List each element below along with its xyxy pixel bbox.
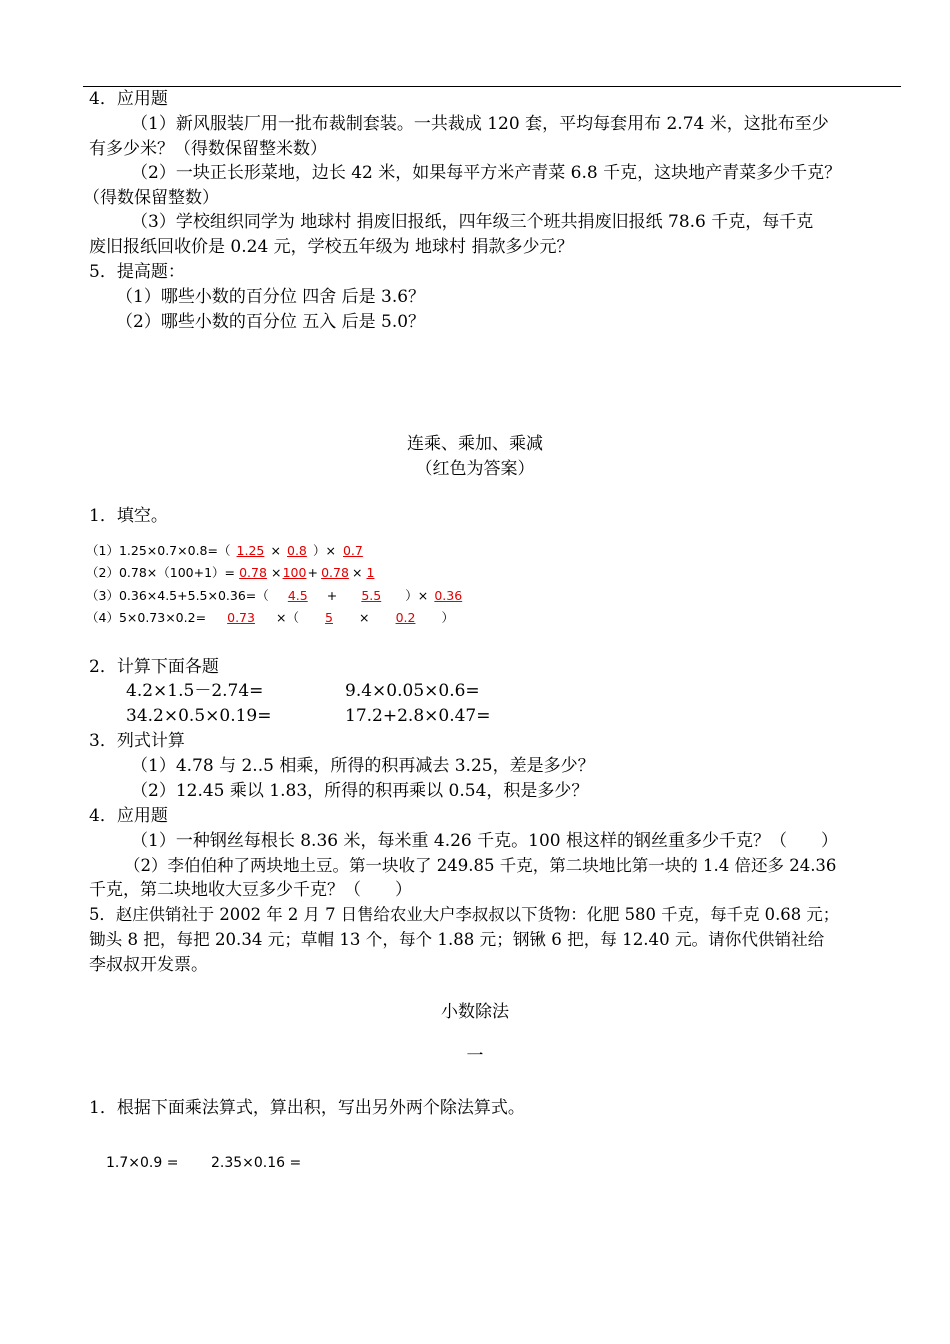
answer: 0.8 bbox=[287, 543, 307, 558]
q4-2-line2: （得数保留整数） bbox=[83, 188, 219, 208]
q4-heading: 4．应用题 bbox=[89, 89, 168, 109]
expr-heading: 3．列式计算 bbox=[89, 731, 185, 751]
calc-heading: 2．计算下面各题 bbox=[89, 657, 219, 677]
calc-4: 17.2+2.8×0.47= bbox=[345, 706, 491, 726]
q4-1-line1: （1）新风服装厂用一批布裁制套装。一共裁成 120 套，平均每套用布 2.74 米，这批布至少 bbox=[131, 114, 829, 134]
answer: 0.73 bbox=[227, 610, 255, 625]
q5-1: （1）哪些小数的百分位 四舍 后是 3.6？ bbox=[116, 287, 426, 307]
fill-row-1: （1）1.25×0.7×0.8=（ 1.25 × 0.8 ）× 0.7 bbox=[86, 542, 370, 560]
app-1: （1）一种钢丝每根长 8.36 米，每米重 4.26 千克。100 根这样的钢丝重多少千克？（ ） bbox=[131, 831, 838, 851]
expr-2: （2）12.45 乘以 1.83，所得的积再乘以 0.54，积是多少？ bbox=[131, 781, 589, 801]
calc-3: 34.2×0.5×0.19= bbox=[126, 706, 272, 726]
invoice-line3: 李叔叔开发票。 bbox=[89, 955, 208, 975]
q4-3-line2: 废旧报纸回收价是 0.24 元，学校五年级为 地球村 捐款多少元？ bbox=[89, 237, 574, 257]
answer: 5.5 bbox=[361, 588, 382, 603]
calc-1: 4.2×1.5－2.74= bbox=[126, 681, 264, 701]
answer: 1 bbox=[366, 565, 375, 580]
fill-heading: 1．填空。 bbox=[89, 506, 168, 526]
app-2-line2: 千克，第二块地收大豆多少千克？（ ） bbox=[89, 880, 412, 900]
answer: 0.7 bbox=[342, 543, 363, 558]
app-2-line1: （2）李伯伯种了两块地土豆。第一块收了 249.85 千克，第二块地比第一块的 1.4 倍还多 24.36 bbox=[124, 856, 837, 875]
fill-row-4: （4）5×0.73×0.2= 0.73 ×（ 5 × 0.2 ） bbox=[86, 610, 455, 625]
q5-2: （2）哪些小数的百分位 五入 后是 5.0？ bbox=[116, 312, 426, 332]
q4-1-line2: 有多少米？（得数保留整米数） bbox=[89, 139, 327, 159]
answer: 4.5 bbox=[287, 588, 308, 603]
fill-row-2: （2）0.78×（100+1）= 0.78 ×100+ 0.78 × 1 bbox=[86, 564, 378, 582]
mult-expr-1: 1.7×0.9 = bbox=[106, 1155, 179, 1171]
q5-heading: 5．提高题： bbox=[89, 262, 185, 282]
invoice-line2: 锄头 8 把，每把 20.34 元；草帽 13 个，每个 1.88 元；钢锹 6 把，每 12.40 元。请你代供销社给 bbox=[89, 930, 825, 949]
invoice-line1: 5．赵庄供销社于 2002 年 2 月 7 日售给农业大户李叔叔以下货物：化肥 580 千克，每千克 0.68 元； bbox=[89, 905, 840, 924]
mult-expr-2: 2.35×0.16 = bbox=[211, 1155, 302, 1171]
answer: 100 bbox=[282, 565, 307, 580]
section3-title: 小数除法 bbox=[441, 1002, 509, 1022]
answer: 1.25 bbox=[236, 543, 265, 558]
section2-title: 连乘、乘加、乘减 bbox=[407, 434, 543, 454]
q4-3-line1: （3）学校组织同学为 地球村 捐废旧报纸，四年级三个班共捐废旧报纸 78.6 千克，每千克 bbox=[131, 212, 814, 232]
header-rule bbox=[83, 86, 901, 87]
answer: 0.2 bbox=[395, 610, 416, 625]
answer: 0.78 bbox=[239, 565, 267, 580]
app-heading: 4．应用题 bbox=[89, 806, 168, 826]
calc-2: 9.4×0.05×0.6= bbox=[345, 681, 480, 701]
q4-2-line1: （2）一块正长形菜地，边长 42 米，如果每平方米产青菜 6.8 千克，这块地产青菜多少千克？ bbox=[131, 163, 842, 183]
answer: 0.78 bbox=[321, 565, 349, 580]
answer: 0.36 bbox=[434, 588, 463, 603]
division-q1: 1．根据下面乘法算式，算出积，写出另外两个除法算式。 bbox=[89, 1098, 525, 1118]
section2-subtitle: （红色为答案） bbox=[415, 459, 535, 479]
fill-row-3: （3）0.36×4.5+5.5×0.36=（ 4.5 + 5.5 ）× 0.36 bbox=[86, 587, 468, 605]
expr-1: （1）4.78 与 2..5 相乘，所得的积再减去 3.25，差是多少？ bbox=[131, 756, 595, 776]
section3-sub: 一 bbox=[466, 1046, 484, 1066]
answer: 5 bbox=[325, 610, 333, 625]
